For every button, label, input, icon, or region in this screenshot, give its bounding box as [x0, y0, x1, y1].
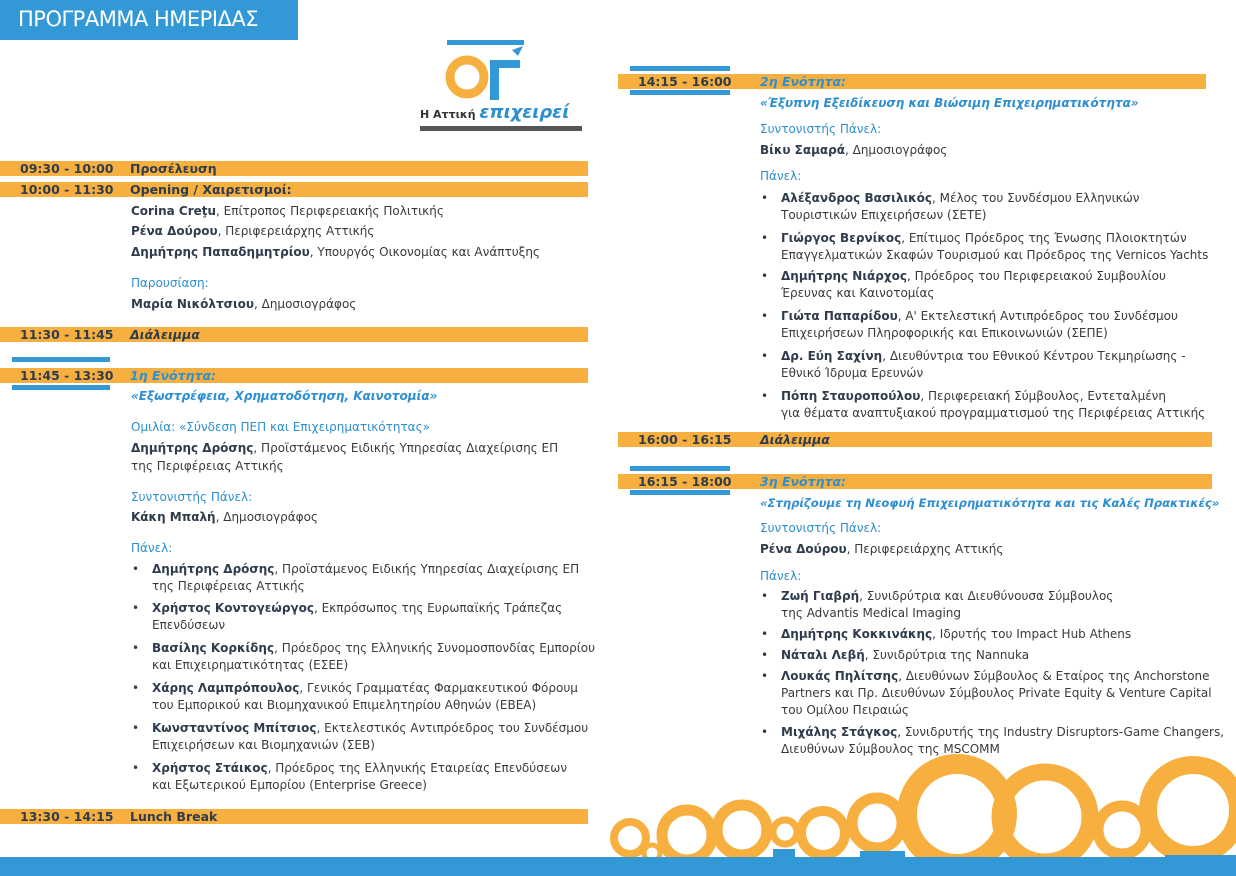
- coordinator: Κάκη Μπαλή, Δημοσιογράφος: [131, 510, 318, 524]
- logo-text: Η Αττική επιχειρεί: [420, 102, 570, 123]
- panel-item: • Αλέξανδρος Βασιλικός, Μέλος του Συνδέσμου Ελληνικών Τουριστικών Επιχειρήσεων (ΣΕΤΕ): [781, 190, 1139, 224]
- greet-item: Δημήτρης Παπαδημητρίου, Υπουργός Οικονομίας και Ανάπτυξης: [131, 245, 540, 259]
- panel-item: • Βασίλης Κορκίδης, Πρόεδρος της Ελληνικής Συνομοσπονδίας Εμπορίου και Επιχειρηματικότητας (ΕΣΕΕ): [152, 640, 595, 674]
- section-label: Συντονιστής Πάνελ:: [131, 490, 253, 504]
- panel-item: • Νάταλι Λεβή, Συνιδρύτρια της Nannuka: [781, 647, 1029, 664]
- logo-underline: [420, 126, 582, 131]
- greet-item: Corina Creţu, Επίτροπος Περιφερειακής Πολιτικής: [131, 204, 444, 218]
- session-bar: 16:00 - 16:15 Διάλειμμα: [618, 432, 1212, 447]
- session-bar: 16:15 - 18:00 3η Ενότητα:: [618, 474, 1212, 489]
- panel-item: • Χρήστος Στάικος, Πρόεδρος της Ελληνικής Εταιρείας Επενδύσεων και Εξωτερικού Εμπορίου (Enterprise Greece): [152, 760, 567, 794]
- presenter: Μαρία Νικόλτσιου, Δημοσιογράφος: [131, 297, 357, 311]
- logo-word: επιχειρεί: [479, 102, 570, 123]
- talk-label: Ομιλία: «Σύνδεση ΠΕΠ και Επιχειρηματικότητας»: [131, 420, 430, 434]
- panel-item: • Πόπη Σταυροπούλου, Περιφερειακή Σύμβουλος, Εντεταλμένη για θέματα αναπτυξιακού προγραμματισμού της Περιφέρειας Αττικής: [781, 388, 1205, 422]
- section-label: Συντονιστής Πάνελ:: [760, 122, 882, 136]
- section-label: Πάνελ:: [760, 569, 802, 583]
- session-title: «Στηρίζουμε τη Νεοφυή Επιχειρηματικότητα και τις Καλές Πρακτικές»: [760, 496, 1220, 510]
- tab-marker: [630, 466, 730, 471]
- section-label: Πάνελ:: [760, 169, 802, 183]
- panel-item: • Γιώτα Παπαρίδου, Α' Εκτελεστική Αντιπρόεδρος του Συνδέσμου Επιχειρήσεων Πληροφορικής και Επικοινωνιών (ΣΕΠΕ): [781, 308, 1178, 342]
- coordinator: Ρένα Δούρου, Περιφερειάρχης Αττικής: [760, 542, 1004, 556]
- tab-marker: [630, 90, 730, 95]
- session-bar: 11:45 - 13:30 1η Ενότητα:: [0, 368, 588, 383]
- section-label: Πάνελ:: [131, 541, 173, 555]
- session-title: «Έξυπνη Εξειδίκευση και Βιώσιμη Επιχειρηματικότητα»: [760, 96, 1139, 110]
- talk-speaker: Δημήτρης Δρόσης, Προϊστάμενος Ειδικής Υπηρεσίας Διαχείρισης ΕΠ: [131, 441, 559, 455]
- footer-band: [0, 857, 1236, 876]
- panel-item: • Δημήτρης Νιάρχος, Πρόεδρος του Περιφερειακού Συμβουλίου Έρευνας και Καινοτομίας: [781, 268, 1166, 302]
- logo: [420, 40, 585, 135]
- session-title: «Εξωστρέφεια, Χρηματοδότηση, Καινοτομία»: [131, 389, 438, 403]
- session-bar: 09:30 - 10:00 Προσέλευση: [0, 161, 588, 176]
- session-bar: 10:00 - 11:30 Opening / Χαιρετισμοί:: [0, 182, 588, 197]
- panel-item: • Κωνσταντίνος Μπίτσιος, Εκτελεστικός Αντιπρόεδρος του Συνδέσμου Επιχειρήσεων και Βιομηχανιών (ΣΕΒ): [152, 720, 588, 754]
- tab-marker: [12, 357, 110, 362]
- greet-item: Ρένα Δούρου, Περιφερειάρχης Αττικής: [131, 224, 375, 238]
- panel-item: • Γιώργος Βερνίκος, Επίτιμος Πρόεδρος της Ένωσης Πλοιοκτητών Επαγγελματικών Σκαφών Τουρισμού και Πρόεδρος της Vernicos Yachts: [781, 230, 1208, 264]
- panel-item: • Χάρης Λαμπρόπουλος, Γενικός Γραμματέας Φαρμακευτικού Φόρουμ του Εμπορικού και Βιομηχανικού Επιμελητηρίου Αθηνών (ΕΒΕΑ): [152, 680, 578, 714]
- coordinator: Βίκυ Σαμαρά, Δημοσιογράφος: [760, 143, 948, 157]
- tab-marker: [630, 66, 730, 71]
- panel-item: • Ζωή Γιαβρή, Συνιδρύτρια και Διευθύνουσα Σύμβουλος της Advantis Medical Imaging: [781, 588, 1113, 622]
- tab-marker: [630, 490, 730, 495]
- session-bar: 13:30 - 14:15 Lunch Break: [0, 809, 588, 824]
- panel-item: • Δημήτρης Κοκκινάκης, Ιδρυτής του Impact Hub Athens: [781, 626, 1131, 643]
- section-label: Παρουσίαση:: [131, 276, 209, 290]
- panel-item: • Λουκάς Πηλίτσης, Διευθύνων Σύμβουλος & Εταίρος της Anchorstone Partners και Πρ. Διευθύνων Σύμβουλος Private Equity & Venture Capital του Ομίλου Πειραιώς: [781, 668, 1212, 719]
- page-title: ΠΡΟΓΡΑΜΜΑ ΗΜΕΡΙΔΑΣ: [18, 7, 259, 31]
- section-label: Συντονιστής Πάνελ:: [760, 521, 882, 535]
- panel-item: • Χρήστος Κοντογεώργος, Εκπρόσωπος της Ευρωπαϊκής Τράπεζας Επενδύσεων: [152, 600, 562, 634]
- panel-item: • Δημήτρης Δρόσης, Προϊστάμενος Ειδικής Υπηρεσίας Διαχείρισης ΕΠ της Περιφέρειας Αττικής: [152, 561, 579, 595]
- panel-item: • Μιχάλης Στάγκος, Συνιδρυτής της Industry Disruptors-Game Changers, Διευθύνων Σύμβουλος της MSCOMM: [781, 724, 1224, 758]
- tab-marker: [12, 385, 110, 390]
- session-bar: 11:30 - 11:45 Διάλειμμα: [0, 327, 588, 342]
- session-bar: 14:15 - 16:00 2η Ενότητα:: [618, 74, 1206, 89]
- panel-item: • Δρ. Εύη Σαχίνη, Διευθύντρια του Εθνικού Κέντρου Τεκμηρίωσης - Εθνικό Ίδρυμα Ερευνών: [781, 348, 1186, 382]
- talk-speaker-line2: της Περιφέρειας Αττικής: [131, 459, 284, 473]
- logo-mark-icon: [420, 40, 585, 110]
- page-header: [0, 0, 298, 40]
